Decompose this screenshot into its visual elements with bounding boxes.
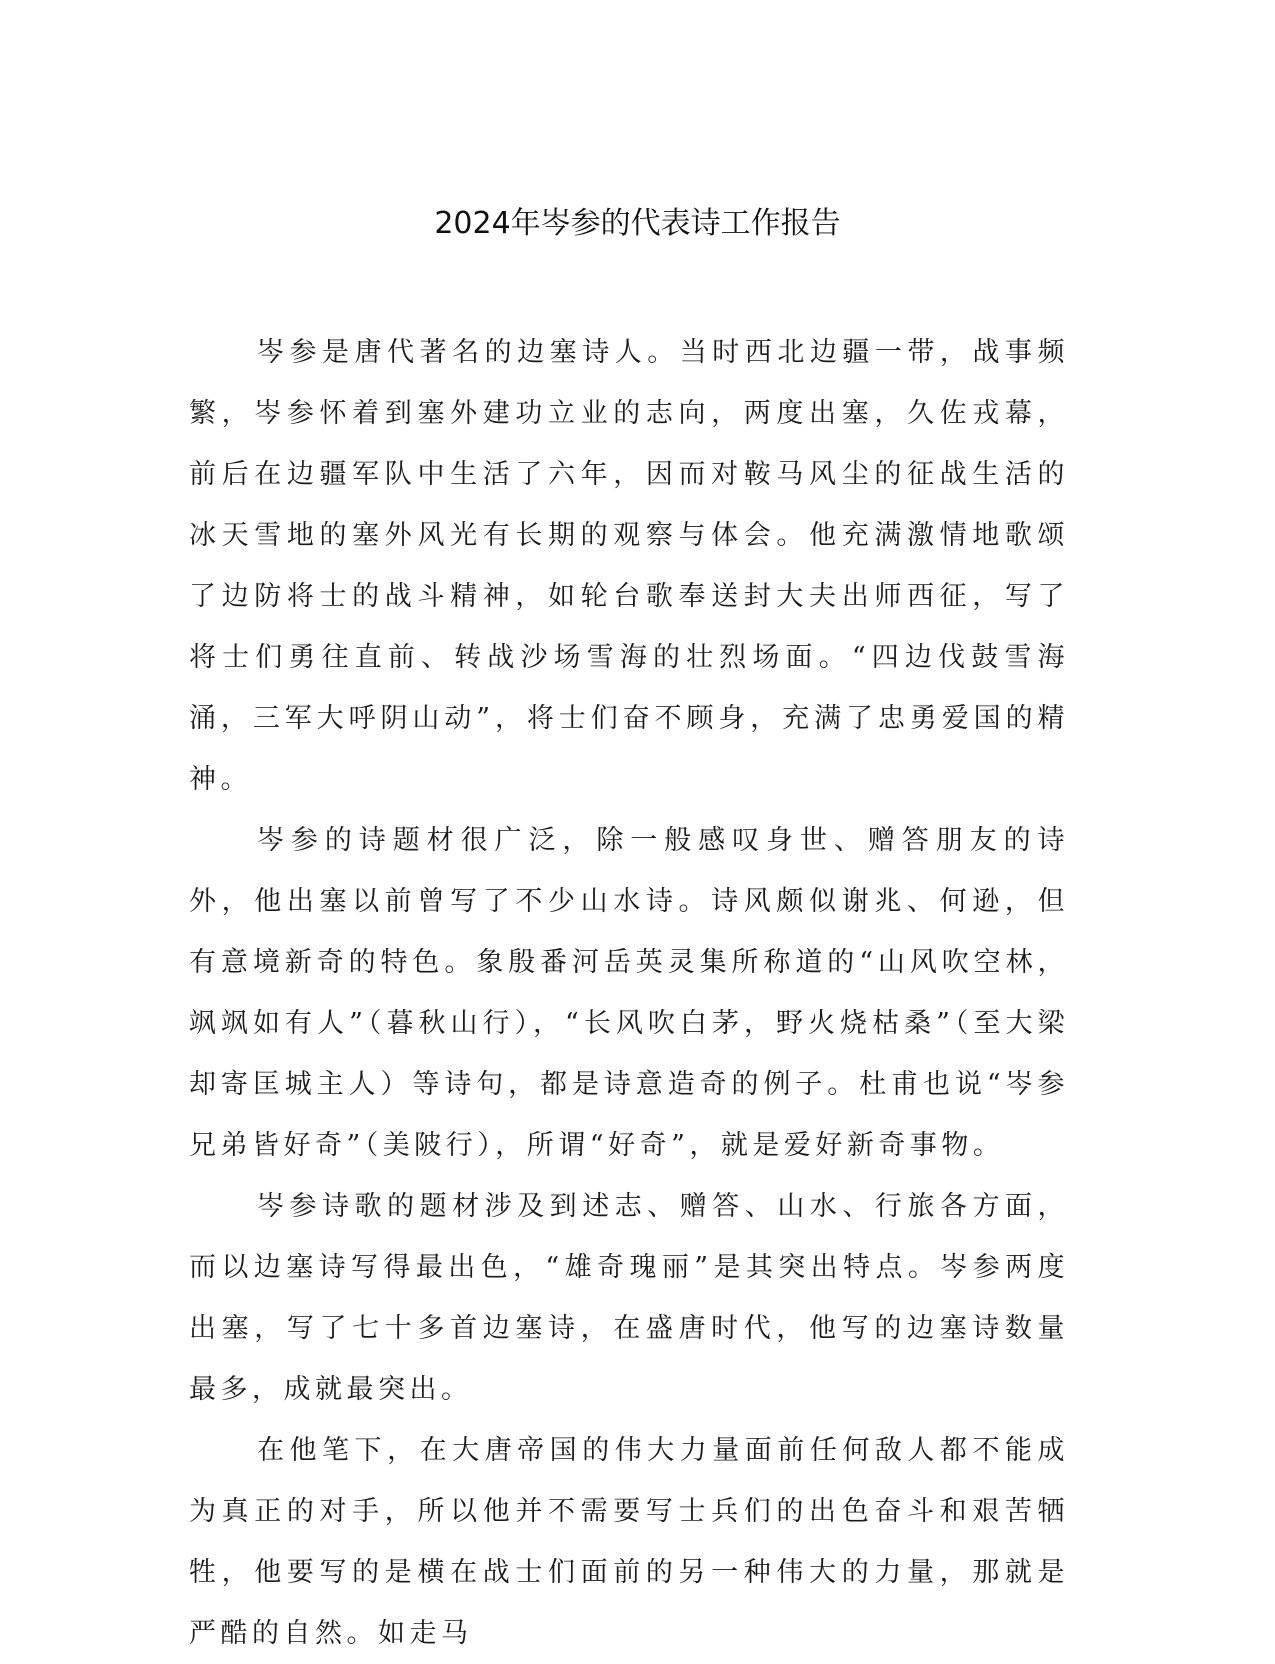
paragraph-1: 岑参是唐代著名的边塞诗人。当时西北边疆一带，战事频繁，岑参怀着到塞外建功立业的志向，两度出塞，久佐戎幕，前后在边疆军队中生活了六年，因而对鞍马风尘的征战生活的冰天雪地的塞外风光有长期的观察与体会。他充满激情地歌颂了边防将士的战斗精神，如轮台歌奉送封大夫出师西征，写了将士们勇往直前、转战沙场雪海的壮烈场面。“四边伐鼓雪海涌，三军大呼阴山动”，将士们奋不顾身，充满了忠勇爱国的精神。 [189, 337, 1069, 795]
document-body [189, 322, 1069, 1664]
document-title: 2024年岑参的代表诗工作报告 [434, 206, 841, 241]
paragraph-4: 在他笔下，在大唐帝国的伟大力量面前任何敌人都不能成为真正的对手，所以他并不需要写士兵们的出色奋斗和艰苦牺牲，他要写的是横在战士们面前的另一种伟大的力量，那就是严酷的自然。如走马 [189, 1435, 1069, 1649]
paragraph-3: 岑参诗歌的题材涉及到述志、赠答、山水、行旅各方面，而以边塞诗写得最出色，“雄奇瑰丽”是其突出特点。岑参两度出塞，写了七十多首边塞诗，在盛唐时代，他写的边塞诗数量最多，成就最突出。 [189, 1191, 1069, 1405]
paragraph-2: 岑参的诗题材很广泛，除一般感叹身世、赠答朋友的诗外，他出塞以前曾写了不少山水诗。诗风颇似谢兆、何逊，但有意境新奇的特色。象殷番河岳英灵集所称道的“山风吹空林，飒飒如有人”（暮秋山行），“长风吹白茅，野火烧枯桑”（至大梁却寄匡城主人）等诗句，都是诗意造奇的例子。杜甫也说“岑参兄弟皆好奇”（美陂行），所谓“好奇”，就是爱好新奇事物。 [189, 825, 1069, 1161]
